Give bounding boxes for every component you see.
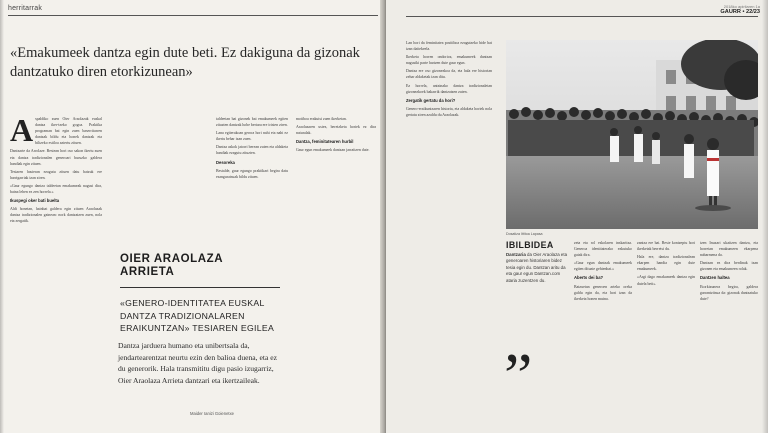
body-paragraph: Dantza askok jatorri berean zuten eta aldaketa handiak ezagutu zituzten.	[216, 145, 288, 156]
right-page	[386, 0, 768, 433]
section-label: herritarrak	[8, 5, 43, 12]
subheading: Dantzen haltea	[700, 275, 730, 281]
article-column-a	[406, 40, 492, 420]
body-paragraph: spaldiko zuen Oier Araolazak euskal dantza iker-tzeko gogoa. Praktika programan bat egin zuen baserritarren dantzak bildu eta honek dantzak eta biltzeko estiloa aztertu zituen.	[35, 117, 102, 146]
body-paragraph: Gaur egun emakumeek dantzan jarraitzen dute.	[296, 148, 370, 153]
dropcap: A	[10, 116, 34, 148]
subheading: Ikuspegi oker bati buelta	[10, 198, 60, 204]
article-column-d	[700, 240, 758, 428]
body-paragraph: Araolazaren ustez, bereizketa horiek ez dira naturalak.	[296, 125, 376, 136]
body-paragraph: «Argi dago emakumeek dantza egin dutela beti».	[637, 275, 695, 286]
bio-box	[506, 240, 568, 284]
body-paragraph: «Gaur egun dantzak emakumeek egiten dituzte gehienbat.»	[574, 261, 632, 272]
body-paragraph: motiboa erakutsi zuen ikerketan.	[296, 117, 347, 121]
body-paragraph: «Gaur egungo dantza taldeetan emakumeak nagusi dira, baina lehen ez zen horrela.»	[10, 183, 102, 195]
photo-caption: Dosatiza Ittitoa Lapasa	[506, 232, 543, 236]
interviewee-title: «GENERO-IDENTITATEA EUSKAL DANTZA TRADIZIONALAREN ERAIKUNTZAN» TESIAREN EGILEA	[120, 298, 275, 333]
body-paragraph: Ez horrela, antzinako dantza tradizionaletan gizonezkoek bakarrik dantzatzen zuten.	[406, 83, 492, 94]
body-paragraph: zantza ere bai. Beste kontzeptu hori ikerketak berretsi du.	[637, 241, 695, 252]
folio-date: 2018ko apirilaren 1a	[723, 4, 760, 9]
author-credit: Maider Ianizi Goienetxe	[190, 411, 234, 416]
folio	[720, 4, 760, 15]
subheading: Aberts dei ba?	[574, 275, 604, 281]
folio-magazine: GAURR • 22/23	[720, 9, 760, 15]
body-paragraph: Ikerketa horren ondorioz, emakumeek dantzan nagusiki parte hartzen dute gaur egun.	[406, 55, 492, 66]
interviewee-block	[120, 253, 280, 335]
body-paragraph: Lana egiterakoan gerora hori nahi eta nahi ez ikertu behar izan zuen.	[216, 131, 288, 142]
body-paragraph: Etorkizunera begira, galdera garrantzitsua da: gizonak dantzatuko dute?	[700, 284, 758, 301]
page-edge-shadow	[0, 0, 4, 433]
bio-box-body	[506, 252, 568, 284]
body-paragraph: Hala ere, dantza tradizionalean ekarpen handia egin dute emakumeek.	[637, 255, 695, 272]
page-edge-shadow	[762, 0, 768, 433]
body-paragraph: zeta eta rol eskolaren inskaritza. Generoa identitaterako ezkutuko gaiak dira.	[574, 241, 632, 258]
body-paragraph: taldeetan bai gizonek bai emakumeek egiten zituzten dantzak hobe bertara ere iristen ziren.	[216, 117, 288, 128]
subheading: Zergatik gertatu da hori?	[406, 97, 456, 103]
bio-box-lead: Dantzaria	[506, 252, 526, 257]
article-column-3	[296, 116, 376, 416]
article-column-b	[574, 240, 632, 428]
subheading: Dantza, feminitatearen hurbil	[296, 139, 354, 145]
interviewee-name: OIER ARAOLAZA ARRIETA	[120, 253, 223, 278]
dance-photo-image	[506, 40, 758, 229]
bio-box-text: da Oier Araolaza eta generoaren historiaren bidez tesia egin du. Dantzan aritu da eta gaur egun Dantzan.com ataria zuzentzen du.	[506, 252, 568, 283]
article-column-c	[637, 240, 695, 428]
article-headline: «Emakumeek dantza egin dute beti. Ez dakiguna da gizonak dantzatuko diren etorkizunean»	[10, 45, 360, 80]
divider	[120, 287, 280, 288]
dance-photo	[506, 40, 758, 229]
body-paragraph: Dantzan ez dira berdinak izan gizonen eta emakumeen rolak.	[700, 261, 758, 272]
body-paragraph: Batzuetan generoen arteko oreka galdu egin da, eta hori izan da ikerketa honen muina.	[574, 284, 632, 301]
header-rule	[8, 15, 378, 16]
bio-box-title: IBILBIDEA	[506, 240, 554, 250]
body-paragraph: Aldi honetan, hainbat galdera egin zituen Araolazak dantza tradizionalen gainean: nork dantzatzen zuen, nola eta zergatik.	[10, 207, 102, 224]
body-paragraph: Dantzarte da Arrolaze. Bestean hori oso sakon ikertu zuen eta dantza tradizionalen generoari buruzko galdera handiak egin zituen.	[10, 149, 102, 166]
article-column-2	[216, 116, 288, 246]
article-intro: Dantza jarduera humano eta unibertsala da, jendartearentzat neurtu ezin den balioa duena, eta ez du generorik. Hala transmititu digu pasio izugarriz, Oier Araolaza Arrieta dantzari eta ikertzaileak.	[118, 341, 277, 385]
header-rule	[406, 16, 758, 17]
body-paragraph: Genero-eraikuntzaren historia, eta aldaketa horiek nola gertatu ziren azaldu du Araolazak.	[406, 106, 492, 117]
quote-mark-icon: ”	[504, 340, 533, 411]
article-column-1	[10, 116, 102, 416]
subheading: Desoreka	[216, 159, 235, 165]
body-paragraph: Lan hori da feminitatea positiboa ezagutzeko bide bat izan daitekeela.	[406, 41, 492, 52]
body-paragraph: Bestalde, gaur egungo praktikari begira datu esanguratsuak bildu zituen.	[216, 168, 288, 179]
body-paragraph: Tesiaren hasieran ezagutu zituen datu batzuk ere harrigarriak izan ziren.	[10, 169, 102, 180]
body-paragraph: Dantza ere oso gizonezkoa da, eta hala ere historian zehar aldaketak izan ditu.	[406, 69, 492, 80]
body-paragraph: tzen Inuxari ukaitzen dantza, eta horretan emakumeen ekarpena nabarmena da.	[700, 241, 758, 258]
